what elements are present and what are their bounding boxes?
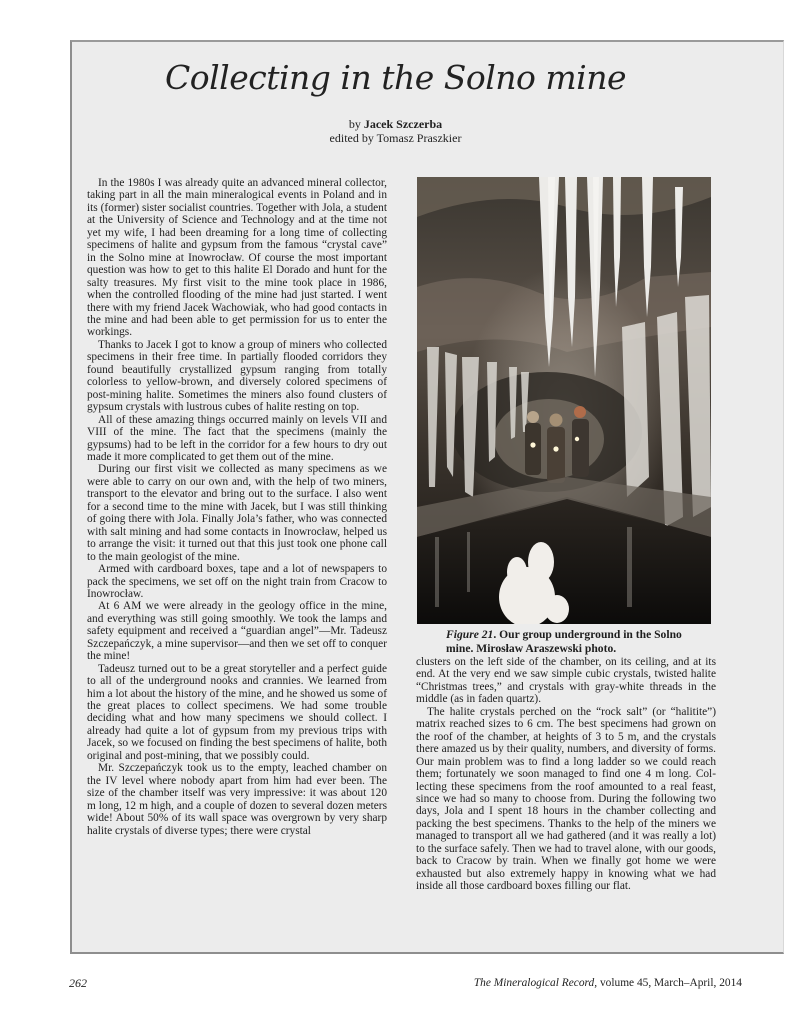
figure-label: Figure 21 bbox=[446, 628, 494, 641]
byline bbox=[0, 117, 791, 145]
byline-prefix: by bbox=[348, 117, 364, 131]
left-column bbox=[87, 177, 387, 837]
paragraph: In the 1980s I was already quite an advanced mineral collector, taking part in all the main mineralogical events in Poland and in its (former) sister socialist countries. Together with Jola, a student at the University of Science and Technology and at the time not yet my wife, I had been dreaming for a long time of collecting specimens of halite and gypsum from the famous “crystal cave” in the Solno mine at Inowrocław. Of course the most important question was how to get to this halite El Dorado and hunt for the salty treasures. My first visit to the mine took place in 1986, when the controlled flooding of the mine had just started. I went there with my friend Jacek Wachowiak, who had good contacts in the mine and had been able to get permission for us to enter the workings. bbox=[87, 177, 387, 339]
paragraph: Thanks to Jacek I got to know a group of miners who collected specimens in their free time. In partially flooded corridors they found beautifully crystallized gypsum ranging from totally colorless to yellow-brown, and diversely colored specimens of post-mining halite. Sometimes the miners also found clusters of gypsum crystals with lustrous cubes of halite resting on top. bbox=[87, 338, 387, 414]
paragraph: During our first visit we collected as many specimens as we were able to carry on our own and, with the help of two miners, transport to the elevator and bring out to the surface. I also went for a second time to the mine with Jacek, but I was still thinking of going there with Jola. Finally Jola’s father, who was connected with salt mining and had some contacts in Inowrocław, helped us to arrange the visit: it turned out that this just took one phone call to the main geologist of the mine. bbox=[87, 463, 387, 563]
paragraph: Armed with cardboard boxes, tape and a lot of newspapers to pack the specimens, we set off on the night train from Cracow to Inowrocław. bbox=[87, 563, 387, 600]
paragraph: Mr. Szczepańczyk took us to the empty, leached chamber on the IV level where nobody apart from him had ever been. The size of the chamber itself was very impressive: it was about 120 m long, 12 m high, and a couple of dozen to several dozen meters wide! About 50% of its wall space was overgrown by very sharp halite crystals of diverse types; there were crystal bbox=[87, 762, 387, 837]
right-column bbox=[416, 656, 716, 893]
paragraph: clusters on the left side of the chamber, on its ceiling, and at its end. At the very end we saw simple cubic crystals, twisted halite “Christmas trees,” and crystals with gray-white threads in the middle (as in faden quartz). bbox=[416, 656, 716, 706]
page-number: 262 bbox=[69, 976, 87, 990]
paragraph: At 6 AM we were already in the geology office in the mine, and everything was still going smoothly. We took the lamps and safety equipment and received a “guardian angel”—Mr. Tadeusz Szczepańczyk, a mine supervisor—and then we set off to conquer the mine! bbox=[87, 600, 387, 663]
article-title: Collecting in the Solno mine bbox=[164, 58, 627, 97]
paragraph: All of these amazing things occurred mainly on levels VII and VIII of the mine. The fact that the specimens (mainly the gypsums) had to be left in the corridor for a few hours to dry out made it more complicated to get them out of the mine. bbox=[87, 413, 387, 463]
paragraph: Tadeusz turned out to be a great storyteller and a perfect guide to all of the underground nooks and crannies. We learned from him a lot about the history of the mine, and he showed us some of the great places to collect specimens. We had some trouble deciding what and how many specimens we should collect. I already had quite a lot of gypsum from my previous trips with Jacek, so we focused on finding the best specimens of halite, both original and post-mining, that we possibly could. bbox=[87, 662, 387, 762]
author-name: Jacek Szczerba bbox=[363, 117, 443, 131]
salt-mine-photo-illustration bbox=[417, 177, 711, 624]
journal-name: The Mineralogical Record, bbox=[473, 977, 598, 989]
author-line bbox=[0, 117, 791, 131]
paragraph: The halite crystals perched on the “rock salt” (or “halitite”) matrix reached sizes to 6 cm. The best specimens had grown on the roof of the chamber, at heights of 3 to 5 m, and the crystals there amazed us by their quality, numbers, and diversity of forms. Our main problem was to find a long ladder so we could reach them; fortunately we soon managed to find one 4 m long. Collecting these specimens from the roof amounted to a real feast, since we had so many to choose from. During the following two days, Jola and I spent 18 hours in the chamber collecting and packing the best specimens. Thanks to the help of the miners we managed to transport all we had gathered (and it was really a lot) to the surface safely. Then we had to travel alone, with our goods, back to Cracow by train. When we finally got home we were exhausted but also extremely happy in knowing what we had inside all those cardboard boxes filling our flat. bbox=[416, 705, 716, 893]
figure-photo bbox=[417, 177, 711, 624]
journal-issue: volume 45, March–April, 2014 bbox=[597, 977, 742, 989]
figure-caption bbox=[446, 628, 708, 655]
figure-caption-text: . Our group underground in the Solno mine. Mirosław Araszewski photo. bbox=[446, 628, 682, 655]
journal-citation bbox=[474, 977, 742, 989]
editor-line: edited by Tomasz Praszkier bbox=[329, 131, 462, 145]
